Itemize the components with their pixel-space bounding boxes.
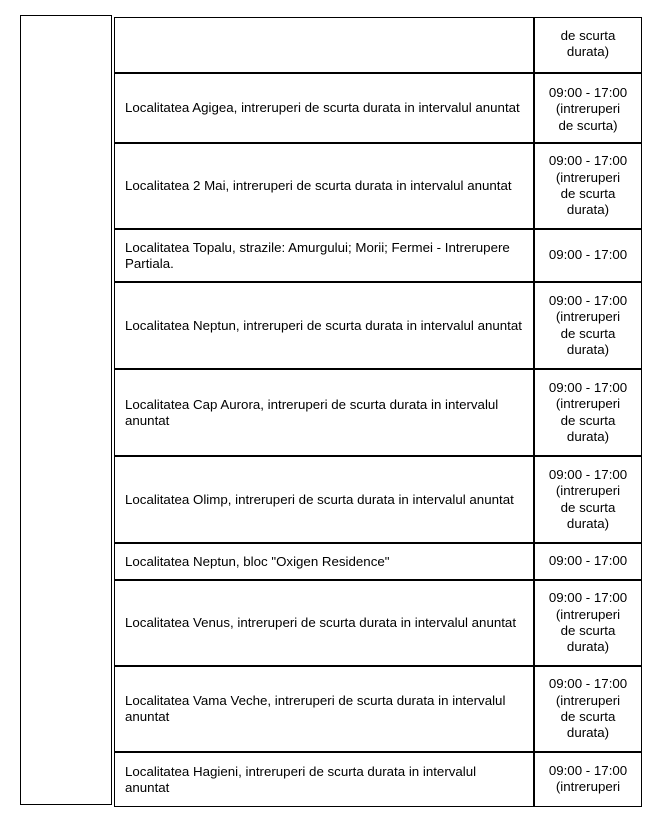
table-row bbox=[115, 281, 641, 368]
table-row bbox=[115, 579, 641, 665]
location-cell bbox=[115, 18, 535, 72]
location-cell: Localitatea Vama Veche, intreruperi de scurta durata in intervalul anuntat bbox=[115, 667, 535, 751]
time-cell: 09:00 - 17:00 (intreruperi de scurta durata) bbox=[548, 676, 628, 741]
table-row bbox=[115, 72, 641, 142]
table-row bbox=[115, 18, 641, 72]
time-cell: 09:00 - 17:00 bbox=[548, 247, 628, 263]
table-row bbox=[115, 455, 641, 542]
table-row bbox=[115, 542, 641, 579]
left-column-cell bbox=[20, 15, 112, 805]
time-cell: 09:00 - 17:00 (intreruperi de scurta durata) bbox=[548, 292, 628, 357]
time-cell: 09:00 - 17:00 (intreruperi de scurta durata) bbox=[548, 466, 628, 531]
time-cell: 09:00 - 17:00 (intreruperi de scurta durata) bbox=[548, 153, 628, 218]
time-cell: de scurta durata) bbox=[560, 28, 616, 60]
table-row bbox=[115, 751, 641, 806]
location-cell: Localitatea Neptun, intreruperi de scurta durata in intervalul anuntat bbox=[115, 283, 535, 368]
table-row bbox=[115, 142, 641, 228]
time-cell: 09:00 - 17:00 (intreruperi de scurta durata) bbox=[548, 590, 628, 655]
table-row bbox=[115, 665, 641, 751]
time-cell: 09:00 - 17:00 (intreruperi bbox=[548, 763, 628, 795]
table-row bbox=[115, 228, 641, 281]
location-cell: Localitatea 2 Mai, intreruperi de scurta durata in intervalul anuntat bbox=[115, 144, 535, 228]
outage-table bbox=[114, 17, 642, 807]
time-cell: 09:00 - 17:00 bbox=[548, 553, 628, 569]
time-cell: 09:00 - 17:00 (intreruperi de scurta durata) bbox=[548, 379, 628, 444]
location-cell: Localitatea Hagieni, intreruperi de scurta durata in intervalul anuntat bbox=[115, 753, 535, 806]
location-cell: Localitatea Olimp, intreruperi de scurta durata in intervalul anuntat bbox=[115, 457, 535, 542]
location-cell: Localitatea Topalu, strazile: Amurgului; Morii; Fermei - Intrerupere Partiala. bbox=[115, 230, 535, 281]
location-cell: Localitatea Venus, intreruperi de scurta durata in intervalul anuntat bbox=[115, 581, 535, 665]
location-cell: Localitatea Cap Aurora, intreruperi de scurta durata in intervalul anuntat bbox=[115, 370, 535, 455]
time-cell: 09:00 - 17:00 (intreruperi de scurta) bbox=[548, 85, 628, 133]
location-cell: Localitatea Agigea, intreruperi de scurta durata in intervalul anuntat bbox=[115, 74, 535, 142]
table-row bbox=[115, 368, 641, 455]
location-cell: Localitatea Neptun, bloc "Oxigen Residence" bbox=[115, 544, 535, 579]
